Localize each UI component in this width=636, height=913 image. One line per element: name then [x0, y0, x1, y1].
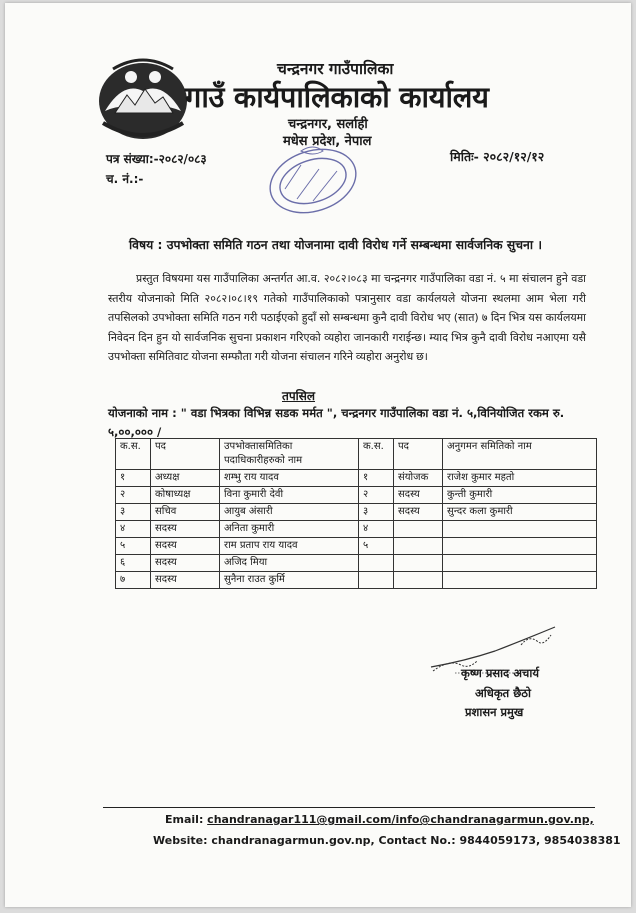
- signatory-name: कृष्ण प्रसाद अचार्य: [461, 666, 539, 680]
- table-row: [116, 504, 597, 521]
- address-line-1: चन्द्रनगर, सर्लाही: [288, 117, 368, 132]
- cell: सुन्दर कला कुमारी: [443, 504, 597, 521]
- cell: ३: [359, 504, 394, 521]
- cell: आयुब अंसारी: [220, 504, 359, 521]
- cell: [443, 521, 597, 538]
- reference-number: पत्र संख्या:-२०८२/०८३: [106, 152, 207, 166]
- cell: राम प्रताप राय यादव: [220, 538, 359, 555]
- cell: शम्भु राय यादव: [220, 470, 359, 487]
- address-line-2: मधेस प्रदेश, नेपाल: [283, 134, 372, 149]
- office-stamp-icon: [257, 141, 369, 223]
- cell: सदस्य: [394, 504, 443, 521]
- cell: राजेश कुमार महतो: [443, 470, 597, 487]
- cell: [359, 555, 394, 572]
- cell: अजिद मिया: [220, 555, 359, 572]
- cell: ५: [359, 538, 394, 555]
- cell: ६: [116, 555, 151, 572]
- cell: अनिता कुमारी: [220, 521, 359, 538]
- cell: [359, 572, 394, 589]
- cell: सदस्य: [151, 572, 220, 589]
- cell: [443, 555, 597, 572]
- header-user-committee-name: उपभोक्तासमितिका पदाधिकारीहरुको नाम: [220, 439, 359, 470]
- details-heading: तपसिल: [282, 389, 316, 403]
- footer-divider: [103, 807, 595, 808]
- cell: १: [359, 470, 394, 487]
- letter-page: [5, 3, 631, 907]
- cell: सदस्य: [151, 521, 220, 538]
- header-monitoring-committee-name: अनुगमन समितिको नाम: [443, 439, 597, 470]
- cell: ३: [116, 504, 151, 521]
- cell: अध्यक्ष: [151, 470, 220, 487]
- cell: [443, 538, 597, 555]
- cell: २: [116, 487, 151, 504]
- project-name-line: योजनाको नाम : " वडा भित्रका विभिन्न सडक मर्मत ", चन्द्रनगर गाउँपालिका वडा नं. ५,विनियोजित रकम रु. ५,००,००० /: [108, 406, 565, 439]
- dispatch-number: च. नं.:-: [106, 172, 144, 186]
- cell: २: [359, 487, 394, 504]
- cell: [443, 572, 597, 589]
- email-label: Email:: [165, 813, 208, 826]
- letter-date: मितिः- २०८२/१२/१२: [450, 149, 545, 164]
- header-post-1: पद: [151, 439, 220, 470]
- table-row: [116, 521, 597, 538]
- cell: सुनैना राउत कुर्मि: [220, 572, 359, 589]
- header-sn-1: क.स.: [116, 439, 151, 470]
- header-post-2: पद: [394, 439, 443, 470]
- nepal-emblem-icon: [93, 51, 193, 143]
- signatory-designation: अधिकृत छैठो: [475, 686, 531, 700]
- table-row: [116, 487, 597, 504]
- notice-body: प्रस्तुत विषयमा यस गाउँपालिका अन्तर्गत आ.व. २०८२।०८३ मा चन्द्रनगर गाउँपालिका वडा नं. ५ मा संचालन हुने वडा स्तरीय योजनाको मिति २०८२।०८।१९ गतेको गाउँपालिकाको पत्रानुसार वडा कार्यलयले योजना स्थलमा आम भेला गरी तपसिलको उपभोक्ता समिति गठन गरी पठाईएको हुदाँ सो सम्बन्धमा कुनै दावी विरोध भए (सात) ७ दिन भित्र यस कार्यलयमा निवेदन दिन हुन यो सार्वजनिक सुचना प्रकाशन गरिएको व्यहोरा जानकारी गराईन्छ। म्याद भित्र कुनै दावी विरोध नआएमा यसै उपभोक्ता समितिवाट योजना सम्फौता गरी योजना संचालन गरिने व्यहोरा अनुरोध छ।: [108, 272, 586, 364]
- header-sn-2: क.स.: [359, 439, 394, 470]
- cell: सदस्य: [151, 538, 220, 555]
- cell: ७: [116, 572, 151, 589]
- office-name: चन्द्रनगर गाउँपालिका: [277, 60, 394, 78]
- cell: [394, 538, 443, 555]
- office-title: गाउँ कार्यपालिकाको कार्यालय: [185, 80, 489, 114]
- cell: १: [116, 470, 151, 487]
- table-row: [116, 470, 597, 487]
- table-row: [116, 572, 597, 589]
- footer-email-line: [165, 813, 594, 826]
- cell: सदस्य: [151, 555, 220, 572]
- cell: विना कुमारी देवी: [220, 487, 359, 504]
- cell: [394, 521, 443, 538]
- cell: सदस्य: [394, 487, 443, 504]
- subject-line: विषय : उपभोक्ता समिति गठन तथा योजनामा दावी विरोध गर्ने सम्बन्धमा सार्वजनिक सुचना ।: [129, 238, 542, 252]
- cell: कुन्ती कुमारी: [443, 487, 597, 504]
- footer-website-contact: Website: chandranagarmun.gov.np, Contact No.: 9844059173, 9854038381: [153, 834, 621, 847]
- cell: ५: [116, 538, 151, 555]
- table-header-row: [116, 439, 597, 470]
- table-row: [116, 538, 597, 555]
- signatory-role: प्रशासन प्रमुख: [465, 705, 524, 719]
- cell: कोषाध्यक्ष: [151, 487, 220, 504]
- cell: [394, 555, 443, 572]
- email-link[interactable]: chandranagar111@gmail.com/info@chandranagarmun.gov.np,: [207, 813, 594, 826]
- cell: संयोजक: [394, 470, 443, 487]
- table-row: [116, 555, 597, 572]
- cell: ४: [116, 521, 151, 538]
- committee-table: [115, 438, 597, 589]
- cell: सचिव: [151, 504, 220, 521]
- cell: [394, 572, 443, 589]
- cell: ४: [359, 521, 394, 538]
